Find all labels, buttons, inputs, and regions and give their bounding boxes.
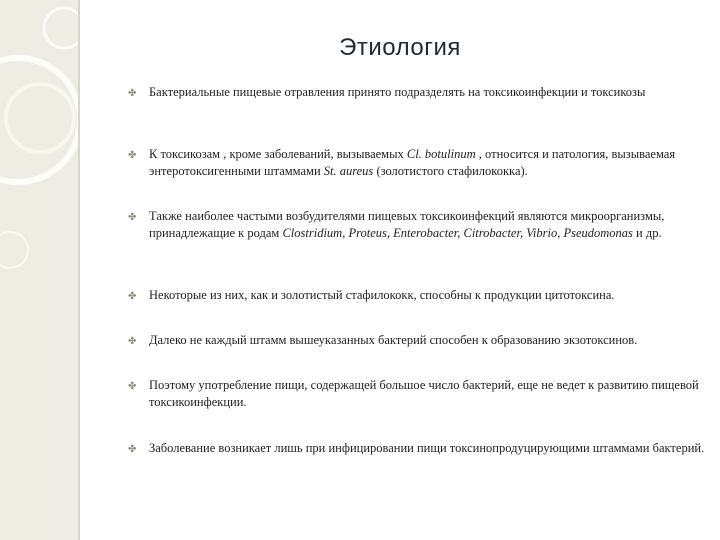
bullet-text bbox=[149, 208, 708, 242]
bullet-text bbox=[149, 84, 708, 101]
bullet-text bbox=[149, 332, 708, 349]
bullet-marker-icon: ✤ bbox=[128, 336, 137, 347]
text-run: Бактериальные пищевые отравления принято подразделять на токсикоинфекции и токсикозы bbox=[149, 85, 646, 99]
text-run: , относится и патология, вызываемая энтеротоксигенными штаммами bbox=[149, 147, 676, 178]
text-run: Поэтому употребление пищи, содержащей большое число бактерий, еще не ведет к развитию пищевой токсикоинфекции. bbox=[149, 378, 699, 409]
text-run: Некоторые из них, как и золотистый стафилококк, способны к продукции цитотоксина. bbox=[149, 288, 615, 302]
italic-text-run: Clostridium, Proteus, Enterobacter, Citrobacter, Vibrio, Pseudomonas bbox=[282, 226, 633, 240]
bullet-item bbox=[128, 332, 708, 349]
bullet-marker-icon: ✤ bbox=[128, 88, 137, 99]
bullet-item bbox=[128, 377, 708, 411]
text-run: и др. bbox=[632, 226, 662, 240]
italic-text-run: St. aureus bbox=[323, 164, 374, 178]
bullet-text bbox=[149, 287, 708, 304]
panel-edge bbox=[78, 0, 80, 540]
bullet-item bbox=[128, 146, 708, 180]
bullet-marker-icon: ✤ bbox=[128, 150, 137, 161]
bullet-text bbox=[149, 146, 708, 180]
bullet-marker-icon: ✤ bbox=[128, 381, 137, 392]
decorative-side-panel bbox=[0, 0, 80, 540]
bullet-marker-icon: ✤ bbox=[128, 291, 137, 302]
slide-title: Этиология bbox=[339, 34, 461, 61]
text-run: Заболевание возникает лишь при инфицировании пищи токсинопродуцирующими штаммами бактерий. bbox=[149, 441, 705, 455]
italic-text-run: Cl. botulinum bbox=[406, 147, 476, 161]
bullet-item bbox=[128, 440, 708, 457]
bullet-item bbox=[128, 287, 708, 304]
bullet-text bbox=[149, 377, 708, 411]
text-run: (золотистого стафилококка). bbox=[373, 164, 528, 178]
text-run: Также наиболее частыми возбудителями пищевых токсикоинфекций являются микроорганизмы, принадлежащие к родам bbox=[149, 209, 665, 240]
bullet-item bbox=[128, 208, 708, 242]
bullet-marker-icon: ✤ bbox=[128, 212, 137, 223]
text-run: Далеко не каждый штамм вышеуказанных бактерий способен к образованию экзотоксинов. bbox=[149, 333, 638, 347]
bullet-text bbox=[149, 440, 708, 457]
bullet-item bbox=[128, 84, 708, 101]
text-run: К токсикозам , кроме заболеваний, вызываемых bbox=[149, 147, 407, 161]
bullet-marker-icon: ✤ bbox=[128, 444, 137, 455]
